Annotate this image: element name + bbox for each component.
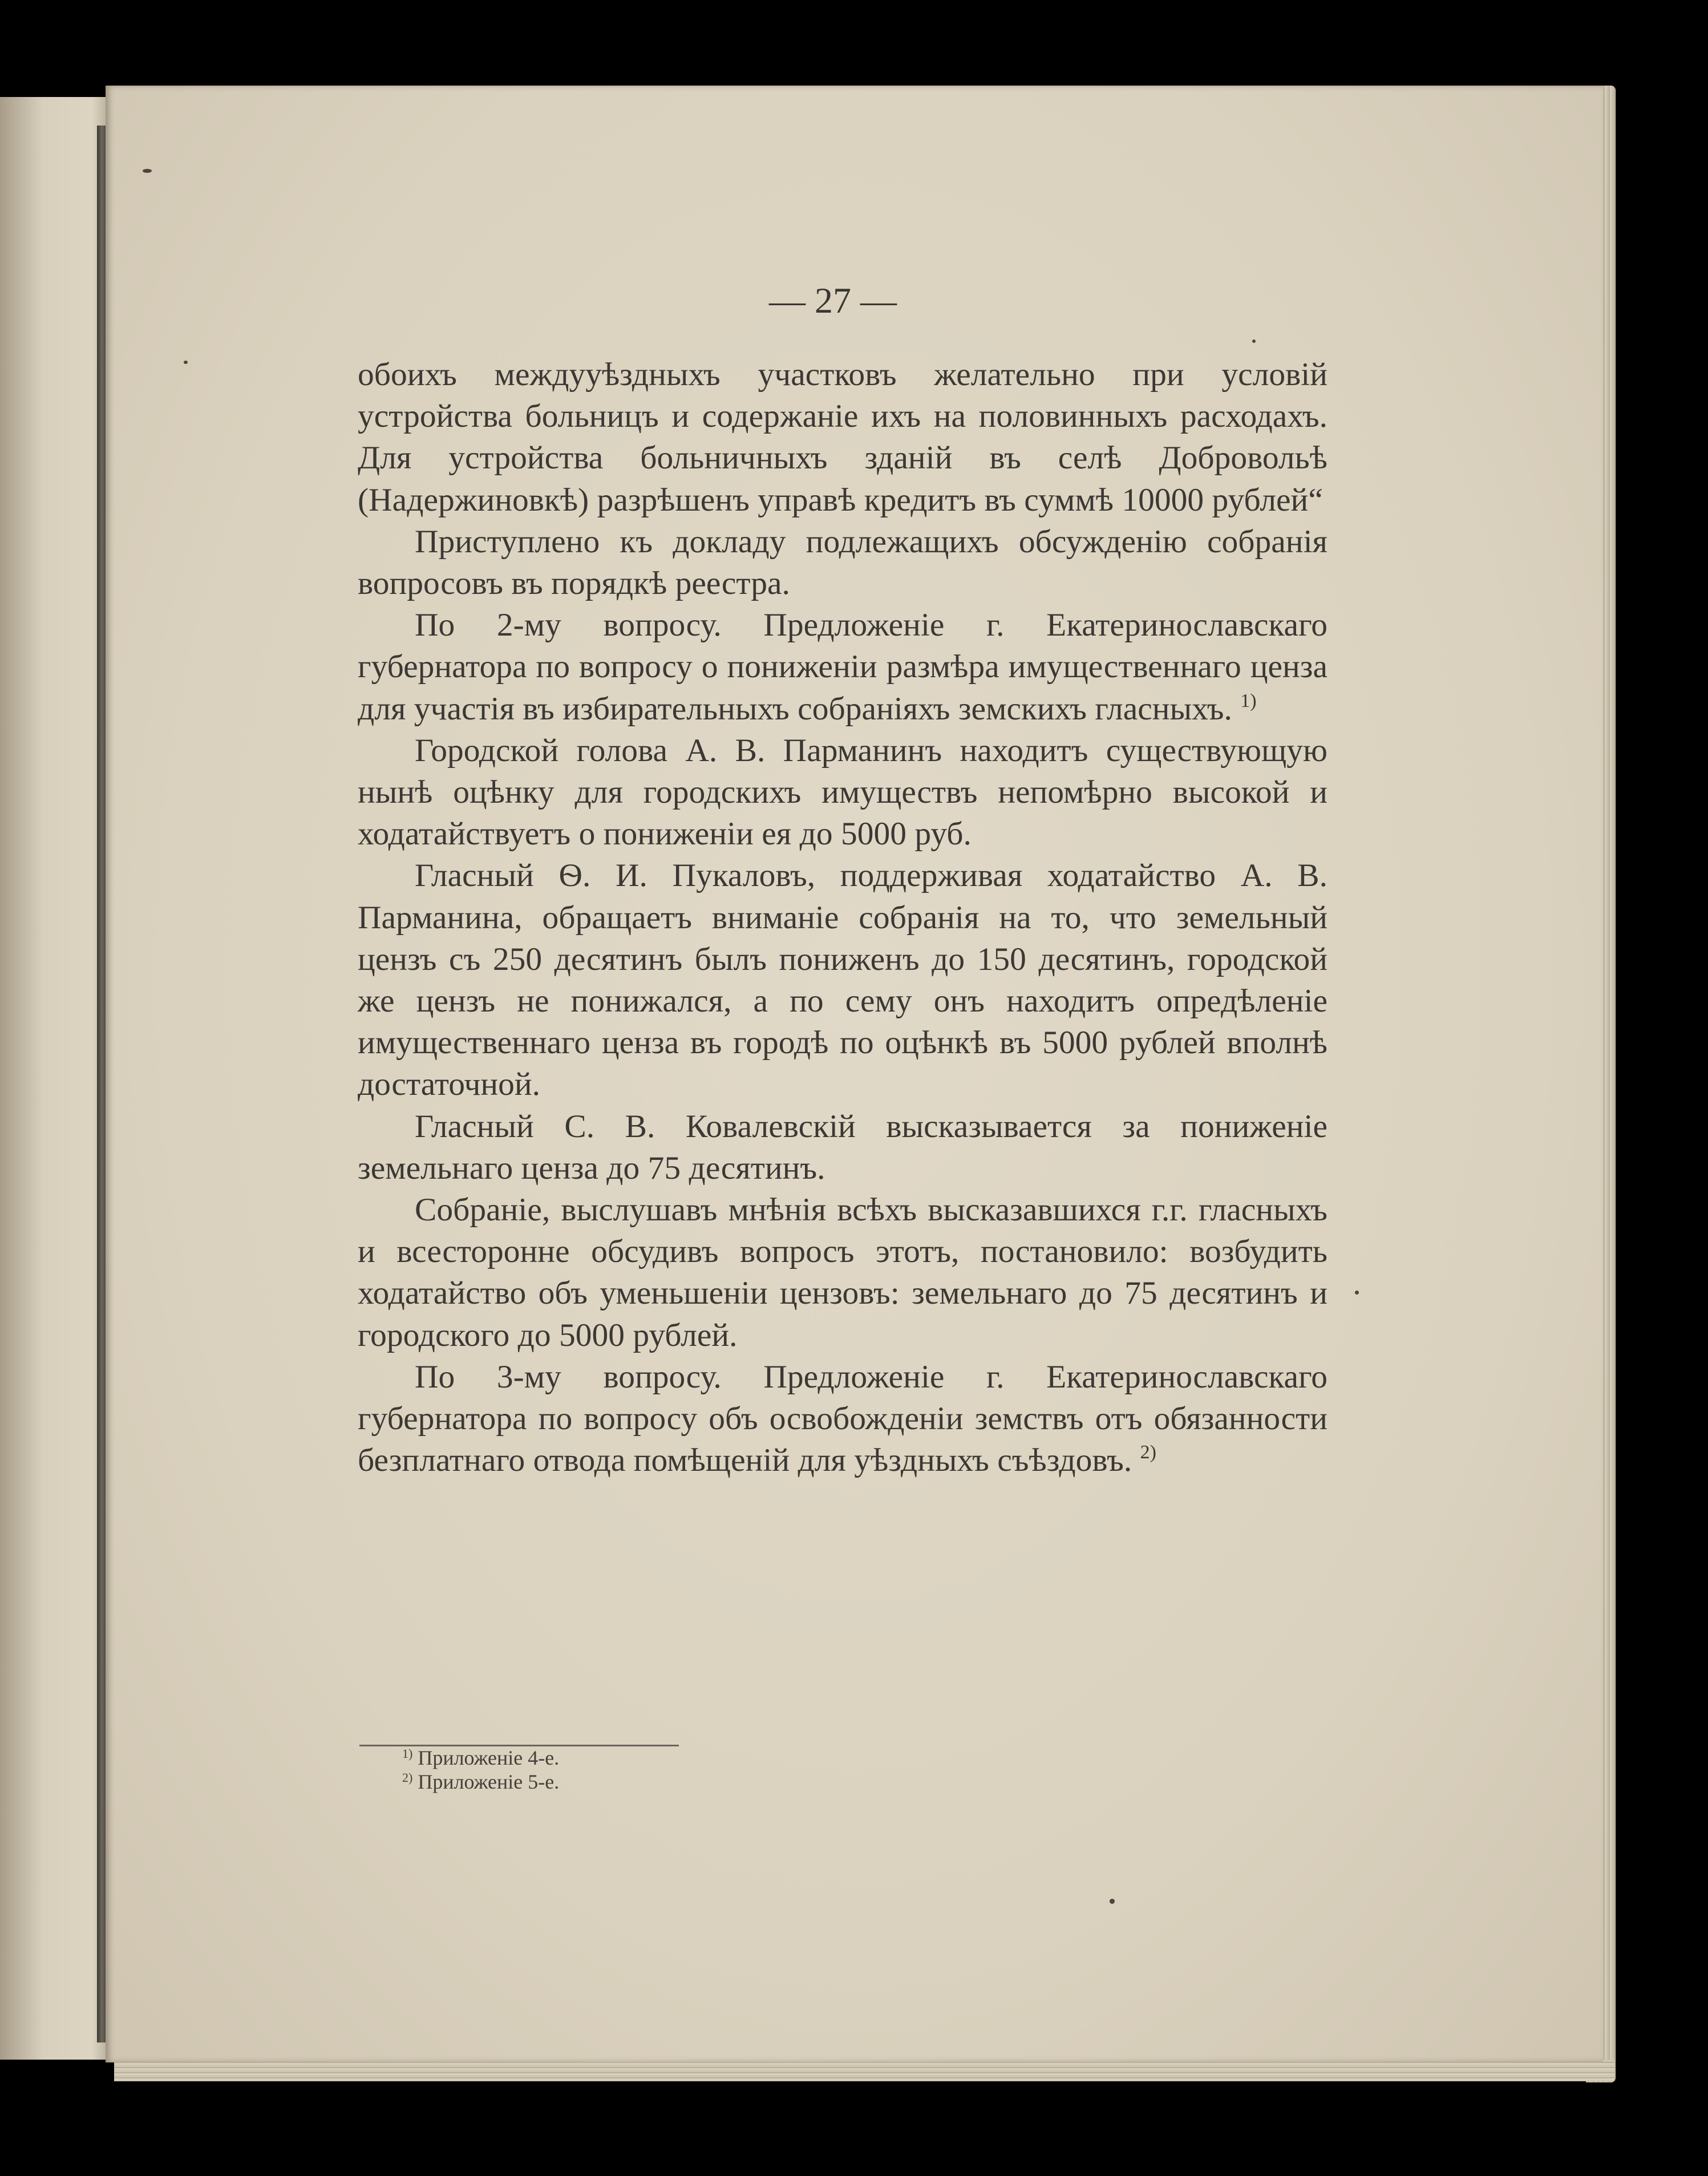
footnote: [402, 1746, 559, 1770]
paragraph: Приступлено къ докладу подлежащихъ обсужденію собранія вопросовъ въ порядкѣ реестра.: [358, 523, 1327, 602]
paragraph: Гласный С. В. Ковалевскій высказывается за пониженіе земельнаго ценза до 75 десятинъ.: [358, 1108, 1327, 1186]
paragraph: Городской голова А. В. Парманинъ находитъ существующую нынѣ оцѣнку для городскихъ имуществъ непомѣрно высокой и ходатайствуетъ о пониженіи ея до 5000 руб.: [358, 732, 1327, 852]
paragraph-text: По 2-му вопросу. Предложеніе г. Екатеринославскаго губернатора по вопросу о пониженіи размѣра имущественнаго ценза для участія въ избирательныхъ собраніяхъ земскихъ гласныхъ.: [358, 607, 1327, 727]
paper-speck: [143, 169, 152, 173]
footnotes: [402, 1746, 559, 1794]
paragraph: [358, 1356, 1327, 1482]
footnote-mark: 1): [402, 1746, 413, 1761]
paper-speck: [184, 361, 188, 364]
paper-speck: [1355, 1291, 1359, 1295]
paper-speck: [1110, 1899, 1115, 1904]
footnote-ref: 2): [1140, 1442, 1156, 1463]
body-text: [358, 354, 1327, 1481]
paragraph-text: По 3-му вопросу. Предложеніе г. Екатеринославскаго губернатора по вопросу объ освобожденіи земствъ отъ обязанности безплатнаго отвода помѣщеній для уѣздныхъ съѣздовъ.: [358, 1358, 1327, 1479]
page-stack-bottom: [114, 2060, 1614, 2081]
paragraph: Собраніе, выслушавъ мнѣнія всѣхъ высказавшихся г.г. гласныхъ и всесторонне обсудивъ вопросъ этотъ, постановило: возбудить ходатайство объ уменьшеніи цензовъ: земельнаго до 75 десятинъ и городского до 5000 рублей.: [358, 1192, 1327, 1353]
footnote-mark: 2): [402, 1770, 413, 1785]
left-page-edge: [0, 97, 108, 2060]
paragraph: Гласный Ѳ. И. Пукаловъ, поддерживая ходатайство А. В. Парманина, обращаетъ вниманіе собранія на то, что земельный цензъ съ 250 десятинъ былъ пониженъ до 150 десятинъ, городской же цензъ не понижался, а по сему онъ находитъ опредѣленіе имущественнаго ценза въ городѣ по оцѣнкѣ въ 5000 рублей вполнѣ достаточной.: [358, 858, 1327, 1103]
footnote: [402, 1770, 559, 1794]
footnote-text: Приложеніе 4-е.: [418, 1746, 560, 1769]
page-number: — 27 —: [769, 280, 897, 321]
paragraph: обоихъ междууѣздныхъ участковъ желательно при условій устройства больницъ и содержаніе ихъ на половинныхъ расходахъ. Для устройства больничныхъ зданій въ селѣ Добровольѣ (Надержиновкѣ) разрѣшенъ управѣ кредитъ въ суммѣ 10000 рублей“: [358, 357, 1327, 518]
paper-speck: [1252, 339, 1256, 343]
footnote-text: Приложеніе 5-е.: [418, 1770, 560, 1793]
paragraph: [358, 604, 1327, 730]
footnote-ref: 1): [1240, 690, 1257, 711]
